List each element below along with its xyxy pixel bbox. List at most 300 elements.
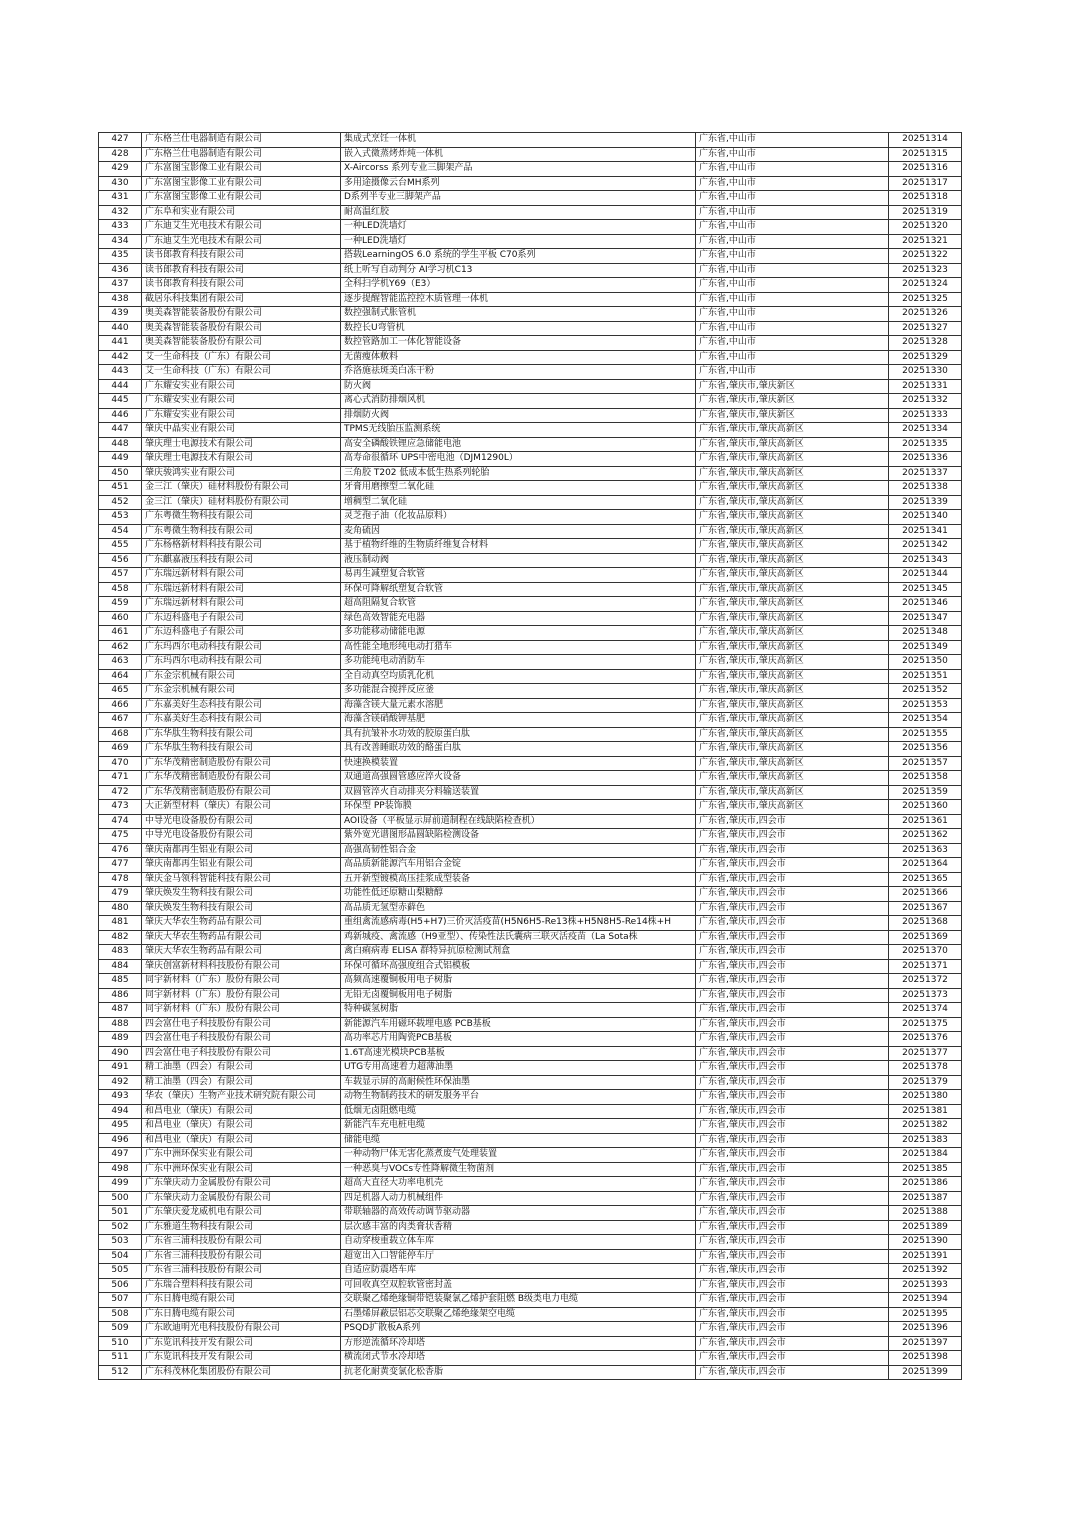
table-row bbox=[99, 1061, 962, 1076]
region-cell: 广东省,肇庆市,肇庆高新区 bbox=[696, 539, 889, 554]
row-number-cell: 491 bbox=[99, 1061, 142, 1076]
row-number-cell: 498 bbox=[99, 1162, 142, 1177]
code-cell: 20251339 bbox=[889, 495, 962, 510]
table-row bbox=[99, 191, 962, 206]
company-cell: 肇庆大华农生物药品有限公司 bbox=[142, 916, 341, 931]
region-cell: 广东省,肇庆市,四会市 bbox=[696, 901, 889, 916]
company-cell: 广东肇庆动力金属股份有限公司 bbox=[142, 1177, 341, 1192]
product-cell: 多功能移动储能电源 bbox=[341, 626, 696, 641]
company-cell: 广东华肽生物科技有限公司 bbox=[142, 727, 341, 742]
region-cell: 广东省,肇庆市,肇庆高新区 bbox=[696, 437, 889, 452]
row-number-cell: 444 bbox=[99, 379, 142, 394]
code-cell: 20251383 bbox=[889, 1133, 962, 1148]
region-cell: 广东省,肇庆市,肇庆高新区 bbox=[696, 582, 889, 597]
company-cell: 广东金宗机械有限公司 bbox=[142, 684, 341, 699]
table-row bbox=[99, 1235, 962, 1250]
region-cell: 广东省,肇庆市,肇庆高新区 bbox=[696, 481, 889, 496]
code-cell: 20251317 bbox=[889, 176, 962, 191]
region-cell: 广东省,肇庆市,四会市 bbox=[696, 974, 889, 989]
product-cell: 动物生物制药技术的研发服务平台 bbox=[341, 1090, 696, 1105]
code-cell: 20251358 bbox=[889, 771, 962, 786]
table-row bbox=[99, 176, 962, 191]
row-number-cell: 430 bbox=[99, 176, 142, 191]
table-row bbox=[99, 495, 962, 510]
row-number-cell: 495 bbox=[99, 1119, 142, 1134]
region-cell: 广东省,中山市 bbox=[696, 292, 889, 307]
company-cell: 华农（肇庆）生物产业技术研究院有限公司 bbox=[142, 1090, 341, 1105]
code-cell: 20251329 bbox=[889, 350, 962, 365]
code-cell: 20251392 bbox=[889, 1264, 962, 1279]
row-number-cell: 453 bbox=[99, 510, 142, 525]
region-cell: 广东省,中山市 bbox=[696, 365, 889, 380]
row-number-cell: 476 bbox=[99, 843, 142, 858]
row-number-cell: 483 bbox=[99, 945, 142, 960]
table-row bbox=[99, 1119, 962, 1134]
company-cell: 金三江（肇庆）硅材料股份有限公司 bbox=[142, 495, 341, 510]
code-cell: 20251336 bbox=[889, 452, 962, 467]
code-cell: 20251348 bbox=[889, 626, 962, 641]
company-cell: 广东迈科盛电子有限公司 bbox=[142, 626, 341, 641]
product-cell: 防火阀 bbox=[341, 379, 696, 394]
code-cell: 20251356 bbox=[889, 742, 962, 757]
code-cell: 20251376 bbox=[889, 1032, 962, 1047]
product-cell: 车载显示屏的高耐候性环保油墨 bbox=[341, 1075, 696, 1090]
product-cell: 搭载LearningOS 6.0 系统的学生平板 C70系列 bbox=[341, 249, 696, 264]
table-row bbox=[99, 858, 962, 873]
code-cell: 20251334 bbox=[889, 423, 962, 438]
code-cell: 20251315 bbox=[889, 147, 962, 162]
company-cell: 中导光电设备股份有限公司 bbox=[142, 829, 341, 844]
company-cell: 肇庆创富新材料科技股份有限公司 bbox=[142, 959, 341, 974]
region-cell: 广东省,肇庆市,四会市 bbox=[696, 1264, 889, 1279]
code-cell: 20251368 bbox=[889, 916, 962, 931]
table-row bbox=[99, 1206, 962, 1221]
code-cell: 20251384 bbox=[889, 1148, 962, 1163]
product-cell: 嵌入式微蒸烤炸炖一体机 bbox=[341, 147, 696, 162]
row-number-cell: 480 bbox=[99, 901, 142, 916]
table-row bbox=[99, 1365, 962, 1380]
company-cell: 广东省三浦科技股份有限公司 bbox=[142, 1249, 341, 1264]
code-cell: 20251325 bbox=[889, 292, 962, 307]
product-cell: 鸡新城疫、禽流感（H9亚型）、传染性法氏囊病三联灭活疫苗（La Sota株 bbox=[341, 930, 696, 945]
company-cell: 广东格兰仕电器制造有限公司 bbox=[142, 147, 341, 162]
table-row bbox=[99, 350, 962, 365]
table-row bbox=[99, 1293, 962, 1308]
table-row bbox=[99, 930, 962, 945]
table-row bbox=[99, 408, 962, 423]
region-cell: 广东省,肇庆市,肇庆高新区 bbox=[696, 669, 889, 684]
row-number-cell: 435 bbox=[99, 249, 142, 264]
product-cell: 一种LED洗墙灯 bbox=[341, 234, 696, 249]
product-cell: 三角胶 T202 低成本低生热系列轮胎 bbox=[341, 466, 696, 481]
product-cell: 海藻含镁硝酸钾基肥 bbox=[341, 713, 696, 728]
region-cell: 广东省,肇庆市,四会市 bbox=[696, 1293, 889, 1308]
company-cell: 肇庆焕发生物科技有限公司 bbox=[142, 901, 341, 916]
row-number-cell: 456 bbox=[99, 553, 142, 568]
region-cell: 广东省,中山市 bbox=[696, 220, 889, 235]
code-cell: 20251327 bbox=[889, 321, 962, 336]
row-number-cell: 505 bbox=[99, 1264, 142, 1279]
product-cell: UTG专用高速着力超薄油墨 bbox=[341, 1061, 696, 1076]
table-row bbox=[99, 249, 962, 264]
table-row bbox=[99, 1046, 962, 1061]
region-cell: 广东省,肇庆市,肇庆高新区 bbox=[696, 655, 889, 670]
region-cell: 广东省,肇庆市,肇庆高新区 bbox=[696, 568, 889, 583]
product-cell: 牙膏用磨擦型二氧化硅 bbox=[341, 481, 696, 496]
company-cell: 读书郎教育科技有限公司 bbox=[142, 278, 341, 293]
code-cell: 20251374 bbox=[889, 1003, 962, 1018]
company-cell: 广东富图宝影像工业有限公司 bbox=[142, 191, 341, 206]
company-cell: 广东玛西尔电动科技有限公司 bbox=[142, 640, 341, 655]
company-cell: 广东瑞合塑料科技有限公司 bbox=[142, 1278, 341, 1293]
product-cell: 交联聚乙烯绝缘铜带铠装聚氯乙烯护套阻燃 B级类电力电缆 bbox=[341, 1293, 696, 1308]
product-cell: 高品质无氢型赤藓色 bbox=[341, 901, 696, 916]
code-cell: 20251366 bbox=[889, 887, 962, 902]
product-cell: 1.6T高速光模块PCB基板 bbox=[341, 1046, 696, 1061]
code-cell: 20251385 bbox=[889, 1162, 962, 1177]
region-cell: 广东省,肇庆市,肇庆高新区 bbox=[696, 466, 889, 481]
row-number-cell: 503 bbox=[99, 1235, 142, 1250]
product-cell: 方形逆流循环冷却塔 bbox=[341, 1336, 696, 1351]
product-cell: 新能源汽车用磁环载埋电感 PCB基板 bbox=[341, 1017, 696, 1032]
row-number-cell: 490 bbox=[99, 1046, 142, 1061]
product-cell: 带联轴器的高效传动调节驱动器 bbox=[341, 1206, 696, 1221]
code-cell: 20251351 bbox=[889, 669, 962, 684]
region-cell: 广东省,肇庆市,四会市 bbox=[696, 1177, 889, 1192]
row-number-cell: 482 bbox=[99, 930, 142, 945]
row-number-cell: 439 bbox=[99, 307, 142, 322]
row-number-cell: 512 bbox=[99, 1365, 142, 1380]
code-cell: 20251344 bbox=[889, 568, 962, 583]
company-cell: 艾一生命科技（广东）有限公司 bbox=[142, 350, 341, 365]
row-number-cell: 438 bbox=[99, 292, 142, 307]
region-cell: 广东省,肇庆市,四会市 bbox=[696, 1162, 889, 1177]
company-cell: 广东欧迪明光电科技股份有限公司 bbox=[142, 1322, 341, 1337]
company-cell: 广东华茂精密制造股份有限公司 bbox=[142, 756, 341, 771]
table-row bbox=[99, 423, 962, 438]
code-cell: 20251342 bbox=[889, 539, 962, 554]
table-row bbox=[99, 872, 962, 887]
company-cell: 四会富仕电子科技股份有限公司 bbox=[142, 1032, 341, 1047]
row-number-cell: 442 bbox=[99, 350, 142, 365]
product-cell: 环保可降解纸塑复合软管 bbox=[341, 582, 696, 597]
company-cell: 同宇新材料（广东）股份有限公司 bbox=[142, 974, 341, 989]
row-number-cell: 487 bbox=[99, 1003, 142, 1018]
table-row bbox=[99, 1003, 962, 1018]
code-cell: 20251328 bbox=[889, 336, 962, 351]
row-number-cell: 478 bbox=[99, 872, 142, 887]
table-body bbox=[99, 133, 962, 1380]
code-cell: 20251387 bbox=[889, 1191, 962, 1206]
product-cell: 环保可循环高强度组合式铝模板 bbox=[341, 959, 696, 974]
row-number-cell: 431 bbox=[99, 191, 142, 206]
table-row bbox=[99, 466, 962, 481]
row-number-cell: 436 bbox=[99, 263, 142, 278]
company-cell: 截居乐科技集团有限公司 bbox=[142, 292, 341, 307]
company-cell: 广东华茂精密制造股份有限公司 bbox=[142, 785, 341, 800]
product-cell: 自动穿梭重载立体车库 bbox=[341, 1235, 696, 1250]
product-cell: 多功能纯电动消防车 bbox=[341, 655, 696, 670]
product-cell: 具有改善睡眠功效的酪蛋白肽 bbox=[341, 742, 696, 757]
code-cell: 20251360 bbox=[889, 800, 962, 815]
code-cell: 20251364 bbox=[889, 858, 962, 873]
row-number-cell: 496 bbox=[99, 1133, 142, 1148]
code-cell: 20251379 bbox=[889, 1075, 962, 1090]
product-cell: 高强高韧性铝合金 bbox=[341, 843, 696, 858]
company-cell: 广东迪艾生光电技术有限公司 bbox=[142, 220, 341, 235]
table-row bbox=[99, 1220, 962, 1235]
product-cell: 高品质新能源汽车用铝合金锭 bbox=[341, 858, 696, 873]
region-cell: 广东省,肇庆市,肇庆高新区 bbox=[696, 597, 889, 612]
code-cell: 20251347 bbox=[889, 611, 962, 626]
company-cell: 广东肇庆动力金属股份有限公司 bbox=[142, 1191, 341, 1206]
region-cell: 广东省,中山市 bbox=[696, 263, 889, 278]
code-cell: 20251369 bbox=[889, 930, 962, 945]
table-row bbox=[99, 1104, 962, 1119]
code-cell: 20251338 bbox=[889, 481, 962, 496]
company-cell: 肇庆焕发生物科技有限公司 bbox=[142, 887, 341, 902]
region-cell: 广东省,中山市 bbox=[696, 350, 889, 365]
product-cell: 横流闭式节水冷却塔 bbox=[341, 1351, 696, 1366]
company-cell: 广东中洲环保实业有限公司 bbox=[142, 1162, 341, 1177]
row-number-cell: 511 bbox=[99, 1351, 142, 1366]
table-row bbox=[99, 1017, 962, 1032]
company-cell: 肇庆大华农生物药品有限公司 bbox=[142, 945, 341, 960]
product-cell: 无铅无卤覆铜板用电子树脂 bbox=[341, 988, 696, 1003]
row-number-cell: 489 bbox=[99, 1032, 142, 1047]
region-cell: 广东省,中山市 bbox=[696, 336, 889, 351]
table-row bbox=[99, 1075, 962, 1090]
region-cell: 广东省,肇庆市,四会市 bbox=[696, 1278, 889, 1293]
code-cell: 20251341 bbox=[889, 524, 962, 539]
code-cell: 20251393 bbox=[889, 1278, 962, 1293]
product-cell: 低烟无卤阻燃电缆 bbox=[341, 1104, 696, 1119]
row-number-cell: 500 bbox=[99, 1191, 142, 1206]
row-number-cell: 492 bbox=[99, 1075, 142, 1090]
table-row bbox=[99, 365, 962, 380]
product-cell: 海藻含镁大量元素水溶肥 bbox=[341, 698, 696, 713]
table-row bbox=[99, 626, 962, 641]
code-cell: 20251380 bbox=[889, 1090, 962, 1105]
region-cell: 广东省,肇庆市,肇庆高新区 bbox=[696, 698, 889, 713]
table-row bbox=[99, 1264, 962, 1279]
row-number-cell: 463 bbox=[99, 655, 142, 670]
company-cell: 广东杨格新材料科技有限公司 bbox=[142, 539, 341, 554]
company-cell: 肇庆金马领科智能科技有限公司 bbox=[142, 872, 341, 887]
table-row bbox=[99, 321, 962, 336]
table-row bbox=[99, 698, 962, 713]
region-cell: 广东省,中山市 bbox=[696, 205, 889, 220]
product-cell: 重组禽流感病毒(H5+H7)三价灭活疫苗(H5N6H5-Re13株+H5N8H5-Re14株+H bbox=[341, 916, 696, 931]
table-row bbox=[99, 684, 962, 699]
company-cell: 广东金宗机械有限公司 bbox=[142, 669, 341, 684]
table-row bbox=[99, 379, 962, 394]
code-cell: 20251359 bbox=[889, 785, 962, 800]
region-cell: 广东省,肇庆市,肇庆高新区 bbox=[696, 684, 889, 699]
row-number-cell: 443 bbox=[99, 365, 142, 380]
product-cell: 乔洛施祛斑美白冻干粉 bbox=[341, 365, 696, 380]
product-cell: 高安全磷酸铁锂应急储能电池 bbox=[341, 437, 696, 452]
row-number-cell: 486 bbox=[99, 988, 142, 1003]
row-number-cell: 441 bbox=[99, 336, 142, 351]
code-cell: 20251372 bbox=[889, 974, 962, 989]
company-cell: 广东迪艾生光电技术有限公司 bbox=[142, 234, 341, 249]
table-row bbox=[99, 582, 962, 597]
table-row bbox=[99, 800, 962, 815]
code-cell: 20251361 bbox=[889, 814, 962, 829]
table-row bbox=[99, 263, 962, 278]
code-cell: 20251355 bbox=[889, 727, 962, 742]
row-number-cell: 462 bbox=[99, 640, 142, 655]
product-cell: 五开新型镀模高压挂浆成型装备 bbox=[341, 872, 696, 887]
code-cell: 20251370 bbox=[889, 945, 962, 960]
row-number-cell: 471 bbox=[99, 771, 142, 786]
company-cell: 肇庆理士电源技术有限公司 bbox=[142, 452, 341, 467]
company-cell: 广东瑞远新材料有限公司 bbox=[142, 597, 341, 612]
row-number-cell: 466 bbox=[99, 698, 142, 713]
region-cell: 广东省,肇庆市,肇庆高新区 bbox=[696, 756, 889, 771]
row-number-cell: 429 bbox=[99, 162, 142, 177]
company-cell: 同宇新材料（广东）股份有限公司 bbox=[142, 988, 341, 1003]
region-cell: 广东省,肇庆市,肇庆高新区 bbox=[696, 640, 889, 655]
company-cell: 金三江（肇庆）硅材料股份有限公司 bbox=[142, 481, 341, 496]
row-number-cell: 494 bbox=[99, 1104, 142, 1119]
region-cell: 广东省,肇庆市,四会市 bbox=[696, 1148, 889, 1163]
code-cell: 20251354 bbox=[889, 713, 962, 728]
table-row bbox=[99, 394, 962, 409]
region-cell: 广东省,肇庆市,肇庆高新区 bbox=[696, 626, 889, 641]
product-cell: 排烟防火阀 bbox=[341, 408, 696, 423]
company-cell: 广东耀安实业有限公司 bbox=[142, 394, 341, 409]
product-cell: 高寿命很循环 UPS中密电池（DJM1290L） bbox=[341, 452, 696, 467]
company-cell: 肇庆理士电源技术有限公司 bbox=[142, 437, 341, 452]
code-cell: 20251390 bbox=[889, 1235, 962, 1250]
product-cell: 紫外宽光谱图形晶圆缺陷检测设备 bbox=[341, 829, 696, 844]
row-number-cell: 470 bbox=[99, 756, 142, 771]
row-number-cell: 499 bbox=[99, 1177, 142, 1192]
code-cell: 20251373 bbox=[889, 988, 962, 1003]
company-cell: 广东瑞远新材料有限公司 bbox=[142, 582, 341, 597]
region-cell: 广东省,肇庆市,四会市 bbox=[696, 858, 889, 873]
product-cell: 无菌瘦体敷料 bbox=[341, 350, 696, 365]
table-row bbox=[99, 278, 962, 293]
row-number-cell: 488 bbox=[99, 1017, 142, 1032]
product-cell: 双圆管淬火自动排夹分料输送装置 bbox=[341, 785, 696, 800]
code-cell: 20251318 bbox=[889, 191, 962, 206]
company-cell: 广东省三浦科技股份有限公司 bbox=[142, 1264, 341, 1279]
company-cell: 广东富图宝影像工业有限公司 bbox=[142, 162, 341, 177]
table-row bbox=[99, 887, 962, 902]
table-row bbox=[99, 1322, 962, 1337]
company-cell: 广东览讯科技开发有限公司 bbox=[142, 1336, 341, 1351]
row-number-cell: 457 bbox=[99, 568, 142, 583]
product-cell: 多用途摄像云台MH系列 bbox=[341, 176, 696, 191]
row-number-cell: 507 bbox=[99, 1293, 142, 1308]
company-cell: 读书郎教育科技有限公司 bbox=[142, 263, 341, 278]
table-row bbox=[99, 568, 962, 583]
table-row bbox=[99, 959, 962, 974]
product-cell: 可回收真空双腔软管密封盖 bbox=[341, 1278, 696, 1293]
company-cell: 广东格兰仕电器制造有限公司 bbox=[142, 133, 341, 148]
table-row bbox=[99, 1032, 962, 1047]
table-row bbox=[99, 1133, 962, 1148]
code-cell: 20251330 bbox=[889, 365, 962, 380]
code-cell: 20251382 bbox=[889, 1119, 962, 1134]
code-cell: 20251314 bbox=[889, 133, 962, 148]
code-cell: 20251324 bbox=[889, 278, 962, 293]
table-row bbox=[99, 756, 962, 771]
table-row bbox=[99, 1351, 962, 1366]
table-row bbox=[99, 1191, 962, 1206]
code-cell: 20251388 bbox=[889, 1206, 962, 1221]
code-cell: 20251322 bbox=[889, 249, 962, 264]
product-cell: 数控强制式胀管机 bbox=[341, 307, 696, 322]
row-number-cell: 458 bbox=[99, 582, 142, 597]
company-cell: 广东麒嘉液压科技有限公司 bbox=[142, 553, 341, 568]
product-cell: 超高阻隔复合软管 bbox=[341, 597, 696, 612]
region-cell: 广东省,中山市 bbox=[696, 133, 889, 148]
table-row bbox=[99, 916, 962, 931]
code-cell: 20251346 bbox=[889, 597, 962, 612]
product-list-table bbox=[98, 132, 962, 1380]
region-cell: 广东省,肇庆市,四会市 bbox=[696, 814, 889, 829]
table-row bbox=[99, 452, 962, 467]
region-cell: 广东省,肇庆市,四会市 bbox=[696, 1220, 889, 1235]
table-row bbox=[99, 640, 962, 655]
product-cell: 四足机器人动力机械组件 bbox=[341, 1191, 696, 1206]
code-cell: 20251353 bbox=[889, 698, 962, 713]
product-cell: 超高大直径大功率电机壳 bbox=[341, 1177, 696, 1192]
company-cell: 四会富仕电子科技股份有限公司 bbox=[142, 1046, 341, 1061]
code-cell: 20251397 bbox=[889, 1336, 962, 1351]
region-cell: 广东省,肇庆市,四会市 bbox=[696, 988, 889, 1003]
region-cell: 广东省,肇庆市,四会市 bbox=[696, 930, 889, 945]
code-cell: 20251357 bbox=[889, 756, 962, 771]
code-cell: 20251391 bbox=[889, 1249, 962, 1264]
row-number-cell: 468 bbox=[99, 727, 142, 742]
region-cell: 广东省,肇庆市,四会市 bbox=[696, 1075, 889, 1090]
region-cell: 广东省,肇庆市,肇庆高新区 bbox=[696, 524, 889, 539]
code-cell: 20251343 bbox=[889, 553, 962, 568]
company-cell: 广东肇庆爱龙威机电有限公司 bbox=[142, 1206, 341, 1221]
product-cell: 新能汽车充电桩电缆 bbox=[341, 1119, 696, 1134]
code-cell: 20251326 bbox=[889, 307, 962, 322]
code-cell: 20251340 bbox=[889, 510, 962, 525]
region-cell: 广东省,肇庆市,四会市 bbox=[696, 887, 889, 902]
company-cell: 艾一生命科技（广东）有限公司 bbox=[142, 365, 341, 380]
company-cell: 和昌电业（肇庆）有限公司 bbox=[142, 1119, 341, 1134]
region-cell: 广东省,肇庆市,四会市 bbox=[696, 916, 889, 931]
table-row bbox=[99, 611, 962, 626]
region-cell: 广东省,肇庆市,肇庆高新区 bbox=[696, 785, 889, 800]
code-cell: 20251394 bbox=[889, 1293, 962, 1308]
row-number-cell: 467 bbox=[99, 713, 142, 728]
product-cell: 抗老化耐黄变氯化松香脂 bbox=[341, 1365, 696, 1380]
row-number-cell: 447 bbox=[99, 423, 142, 438]
row-number-cell: 502 bbox=[99, 1220, 142, 1235]
region-cell: 广东省,肇庆市,肇庆高新区 bbox=[696, 452, 889, 467]
code-cell: 20251320 bbox=[889, 220, 962, 235]
company-cell: 广东粤微生物科技有限公司 bbox=[142, 524, 341, 539]
table-row bbox=[99, 814, 962, 829]
product-cell: 增稠型二氧化硅 bbox=[341, 495, 696, 510]
region-cell: 广东省,中山市 bbox=[696, 191, 889, 206]
table-row bbox=[99, 1249, 962, 1264]
row-number-cell: 481 bbox=[99, 916, 142, 931]
code-cell: 20251375 bbox=[889, 1017, 962, 1032]
company-cell: 广东览讯科技开发有限公司 bbox=[142, 1351, 341, 1366]
product-cell: 储能电缆 bbox=[341, 1133, 696, 1148]
